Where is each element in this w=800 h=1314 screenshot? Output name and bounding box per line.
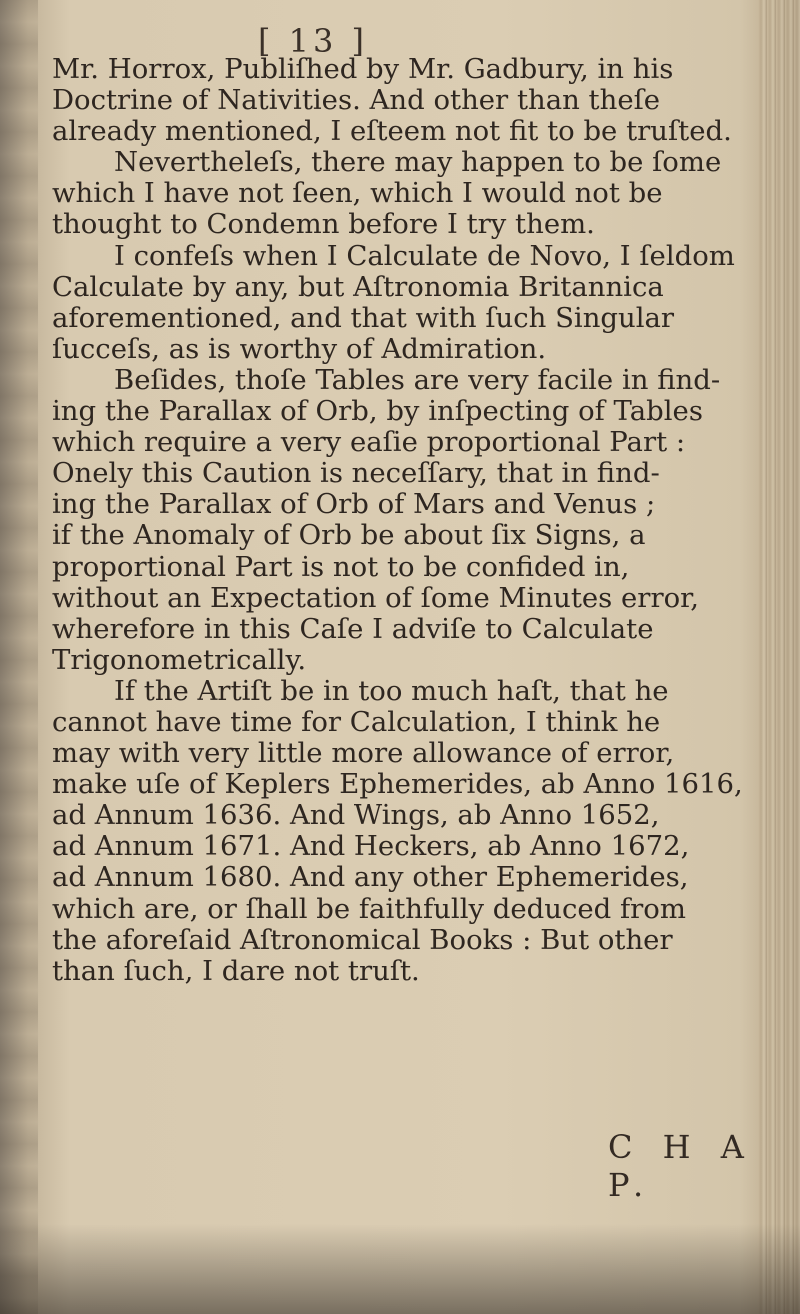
page-gutter (0, 0, 38, 1314)
text-line: ad Annum 1671. And Heckers, ab Anno 1672, (52, 830, 690, 863)
page-shadow (0, 1224, 800, 1314)
text-line: thought to Condemn before I try them. (52, 208, 595, 241)
text-line: aforementioned, and that with ſuch Singular (52, 301, 675, 334)
text-line: Nevertheleſs, there may happen to be ſome (114, 146, 722, 179)
page-number: [ 13 ] (258, 22, 369, 60)
text-line: proportional Part is not to be confided in, (52, 550, 630, 583)
text-line: Trigonometrically. (52, 643, 307, 676)
text-line: Calculate by any, but Aſtronomia Britannica (52, 270, 664, 303)
text-line: than ſuch, I dare not truſt. (52, 954, 420, 987)
text-line: already mentioned, I eſteem not fit to be truſted. (52, 115, 732, 148)
text-line: make uſe of Keplers Ephemerides, ab Anno 1616, (52, 768, 743, 801)
text-line: ſucceſs, as is worthy of Admiration. (52, 332, 547, 365)
text-line: may with very little more allowance of error, (52, 737, 675, 770)
text-line: ad Annum 1636. And Wings, ab Anno 1652, (52, 799, 660, 832)
text-line: ad Annum 1680. And any other Ephemerides, (52, 861, 689, 894)
text-line: ing the Parallax of Orb of Mars and Venus ; (52, 488, 656, 521)
text-line: ing the Parallax of Orb, by inſpecting of Tables (52, 395, 703, 428)
text-line: If the Artiſt be in too much haſt, that he (114, 674, 669, 707)
text-line: which require a very eaſie proportional Part : (52, 426, 686, 459)
body-text (52, 54, 752, 987)
text-line: which are, or ſhall be faithfully deduced from (52, 892, 686, 925)
page-fore-edge (758, 0, 800, 1314)
catchword: C H A P. (608, 1128, 754, 1204)
text-line: the aforeſaid Aſtronomical Books : But other (52, 923, 673, 956)
text-line: Beſides, thoſe Tables are very facile in find- (114, 363, 721, 396)
text-line: Doctrine of Nativities. And other than theſe (52, 84, 661, 117)
text-line: if the Anomaly of Orb be about ſix Signs, a (52, 519, 646, 552)
text-line: Mr. Horrox, Publiſhed by Mr. Gadbury, in his (52, 53, 674, 85)
text-line: cannot have time for Calculation, I think he (52, 705, 661, 738)
text-line: which I have not ſeen, which I would not be (52, 177, 663, 210)
text-line: without an Expectation of ſome Minutes error, (52, 581, 700, 614)
text-line: wherefore in this Caſe I adviſe to Calculate (52, 612, 654, 645)
text-line: Onely this Caution is neceſſary, that in find- (52, 457, 660, 490)
text-line: I confeſs when I Calculate de Novo, I ſeldom (114, 239, 735, 272)
